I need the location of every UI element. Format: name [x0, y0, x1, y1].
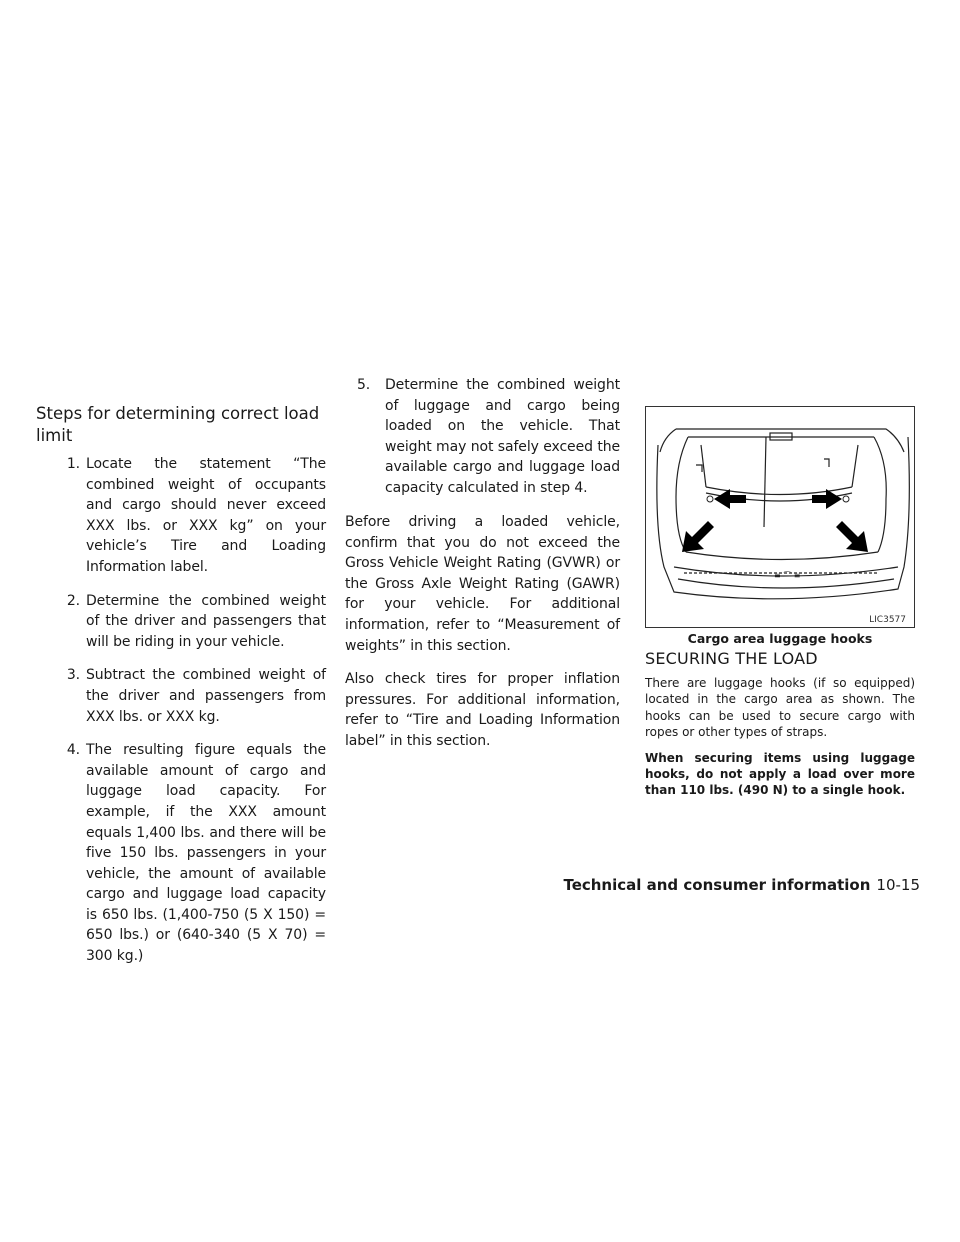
paragraph: Before driving a loaded vehicle, confirm that you do not exceed the Gross Vehicle Weight Rating (GVWR) or the Gross Axle Weight Rating (GAWR) for your vehicle. For additional information, refer to “Measurement of weights” in this section. [345, 514, 620, 654]
list-item [36, 740, 326, 967]
figure-caption: Cargo area luggage hooks [687, 631, 873, 646]
figure-code: LIC3577 [869, 615, 906, 625]
step-number: 4. [66, 742, 80, 759]
footer-section-name: Technical and consumer information [563, 876, 871, 894]
list-item [36, 454, 326, 578]
step-text: Determine the combined weight of the driver and passengers that will be riding in your vehicle. [86, 592, 326, 650]
section-body [645, 675, 915, 799]
page-footer [563, 876, 920, 894]
page-number: 10-15 [876, 876, 920, 894]
steps-list [36, 454, 326, 980]
warning-text: When securing items using luggage hooks, do not apply a load over more than 110 lbs. (490 N) to a single hook. [645, 750, 915, 798]
cargo-area-illustration [646, 407, 915, 628]
step-number: 2. [66, 592, 80, 609]
step-text: The resulting figure equals the available amount of cargo and luggage load capacity. For example, if the XXX amount equals 1,400 lbs. and there will be five 150 lbs. passengers in your vehicle, the amount of available cargo and luggage load capacity is 650 lbs. (1,400-750 (5 X 150) = 650 lbs.) or (640-340 (5 X 70) = 300 kg.) [86, 742, 326, 965]
middle-column [345, 0, 620, 749]
step-number: 3. [66, 667, 80, 684]
list-item [345, 375, 620, 499]
cargo-area-figure [645, 406, 915, 628]
list-item [36, 591, 326, 653]
paragraph: Also check tires for proper inflation pressures. For additional information, refer to “Tire and Loading Information label” in this section. [345, 671, 620, 749]
step-text: Subtract the combined weight of the driver and passengers from XXX lbs. or XXX kg. [86, 667, 326, 725]
step-number: 5. [357, 377, 371, 393]
step-text: Locate the statement “The combined weight of occupants and cargo should never exceed XXX lbs. or XXX kg” on your vehicle’s Tire and Loading Information label. [86, 456, 326, 575]
license-plate-mark: ≡ ⌒ ≡ [774, 571, 801, 580]
section-text: There are luggage hooks (if so equipped) located in the cargo area as shown. The hooks can be used to secure cargo with ropes or other types of straps. [645, 676, 915, 740]
section-heading: Steps for determining correct load limit [36, 404, 320, 445]
section-title: SECURING THE LOAD [645, 649, 818, 668]
list-item [36, 665, 326, 727]
step-text: Determine the combined weight of luggage and cargo being loaded on the vehicle. That weight may not safely exceed the available cargo and luggage load capacity calculated in step 4. [385, 377, 620, 496]
step-number: 1. [66, 456, 80, 472]
